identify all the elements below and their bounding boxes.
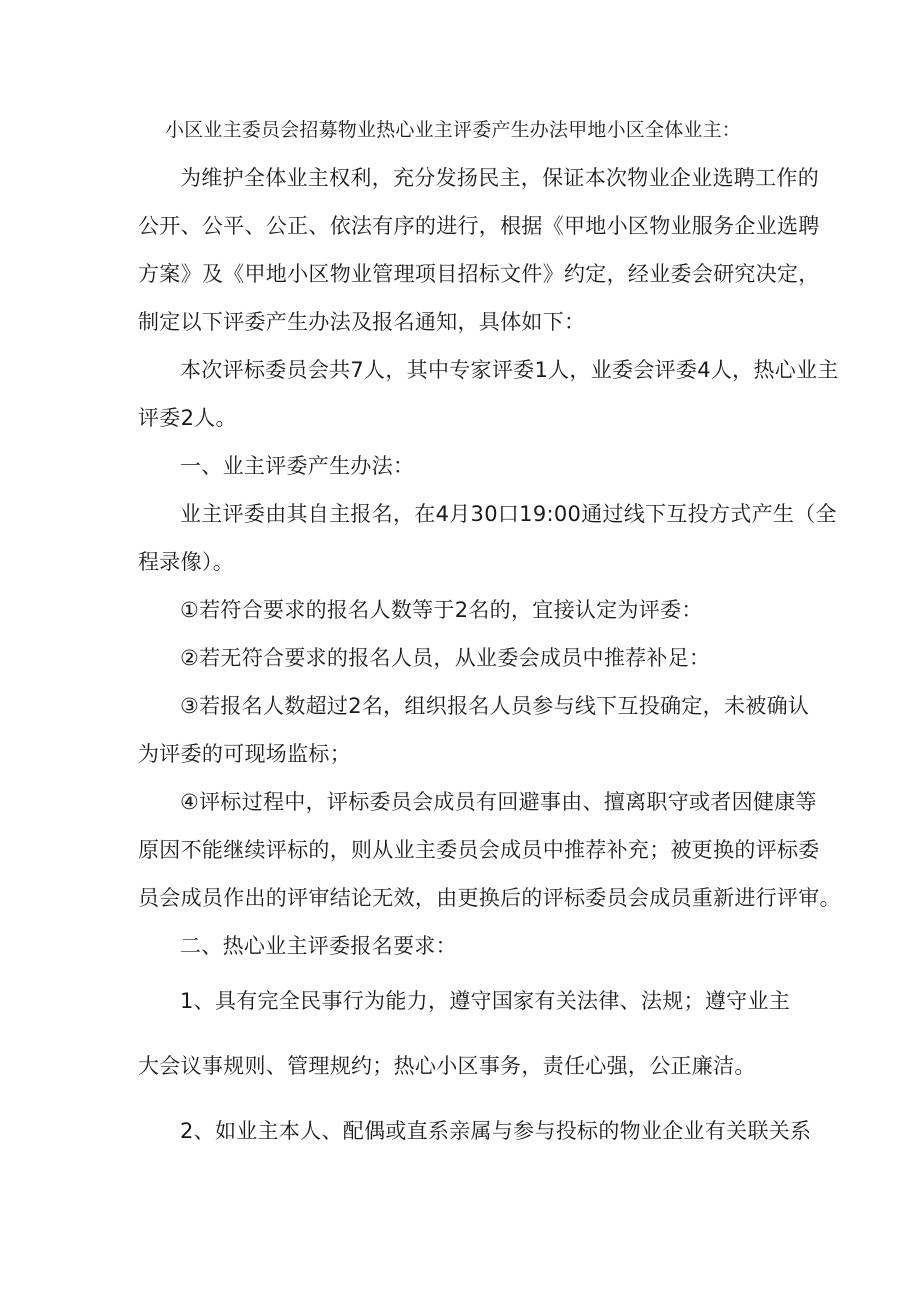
requirement-1-line: 1、具有完全民事行为能力，遵守国家有关法律、法规；遵守业主 <box>180 989 791 1013</box>
requirement-1-line: 大会议事规则、管理规约；热心小区事务，责任心强，公正廉洁。 <box>138 1054 756 1078</box>
committee-line: 评委2人。 <box>138 406 237 430</box>
rule-item-2: ②若无符合要求的报名人员，从业委会成员中推荐补足： <box>180 646 711 670</box>
intro-line: 制定以下评委产生办法及报名通知，具体如下： <box>138 310 586 334</box>
section1-body-line: 业主评委由其自主报名，在4月30口19:00通过线下互投方式产生（全 <box>180 502 837 526</box>
requirement-2-line: 2、如业主本人、配偶或直系亲属与参与投标的物业企业有关联关系 <box>180 1119 812 1143</box>
section1-body-line: 程录像）。 <box>138 550 234 574</box>
intro-line: 为维护全体业主权利，充分发扬民主，保证本次物业企业选聘工作的 <box>180 166 819 190</box>
rule-item-4-line: 员会成员作出的评审结论无效，由更换后的评标委员会成员重新进行评审。 <box>138 886 841 910</box>
rule-item-4-line: ④评标过程中，评标委员会成员有回避事由、擅离职守或者因健康等 <box>180 790 817 814</box>
rule-item-3-line: 为评委的可现场监标； <box>138 742 351 766</box>
rule-item-4-line: 原因不能继续评标的，则从业主委员会成员中推荐补充；被更换的评标委 <box>138 838 820 862</box>
rule-item-1: ①若符合要求的报名人数等于2名的，宜接认定为评委： <box>180 598 703 622</box>
intro-line: 方案》及《甲地小区物业管理项目招标文件》约定，经业委会研究决定， <box>138 262 820 286</box>
rule-item-3-line: ③若报名人数超过2名，组织报名人员参与线下互投确定，未被确认 <box>180 694 810 718</box>
committee-line: 本次评标委员会共7人，其中专家评委1人，业委会评委4人，热心业主 <box>180 358 839 382</box>
section1-heading: 一、业主评委产生办法： <box>180 454 415 478</box>
section2-heading: 二、热心业主评委报名要求： <box>180 934 457 958</box>
document-title: 小区业主委员会招募物业热心业主评委产生办法甲地小区全体业主： <box>165 119 742 141</box>
intro-line: 公开、公平、公正、依法有序的进行，根据《甲地小区物业服务企业选聘 <box>138 214 820 238</box>
